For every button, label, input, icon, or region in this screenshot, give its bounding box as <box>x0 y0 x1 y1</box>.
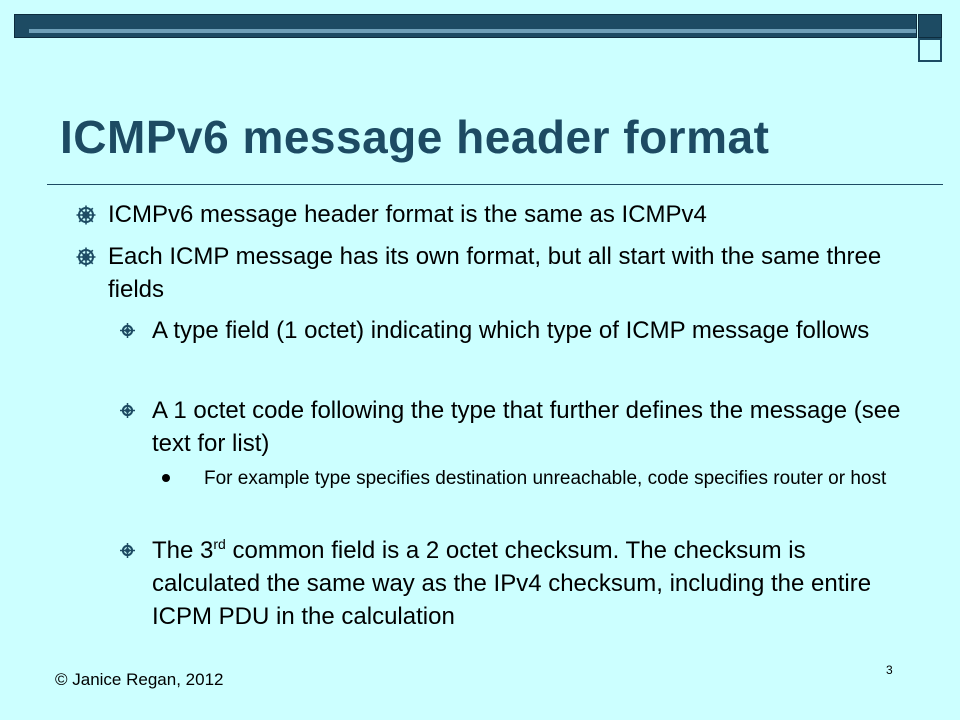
top-bar-stripe <box>29 29 916 33</box>
bullet-text-part: The 3 <box>152 537 214 564</box>
bullet-item <box>108 240 908 306</box>
bullet-item <box>152 394 902 460</box>
decorative-corner-box <box>918 14 942 38</box>
bullet-text <box>152 537 871 630</box>
wheel-icon <box>120 403 135 418</box>
bullet-item <box>108 198 908 231</box>
decorative-top-bar <box>14 14 917 38</box>
bullet-item <box>204 466 904 491</box>
superscript: rd <box>213 536 226 552</box>
wheel-icon <box>120 323 135 338</box>
decorative-corner-box-outline <box>918 38 942 62</box>
wheel-icon <box>120 543 135 558</box>
bullet-text: A 1 octet code following the type that further defines the message (see text for list) <box>152 397 901 457</box>
dot-icon <box>162 474 170 482</box>
wheel-icon <box>76 247 96 267</box>
page-number: 3 <box>886 663 893 677</box>
wheel-icon <box>76 205 96 225</box>
title-underline <box>47 184 943 185</box>
bullet-item <box>152 314 902 347</box>
bullet-text-part: common field is a 2 octet checksum. The checksum is calculated the same way as the IPv4 checksum, including the entire ICPM PDU in the calculation <box>152 537 872 630</box>
bullet-item <box>152 534 902 633</box>
slide-title: ICMPv6 message header format <box>60 111 770 163</box>
bullet-text: For example type specifies destination unreachable, code specifies router or host <box>204 468 887 489</box>
footer-copyright: © Janice Regan, 2012 <box>55 670 224 689</box>
bullet-text: ICMPv6 message header format is the same as ICMPv4 <box>108 201 707 228</box>
bullet-text: A type field (1 octet) indicating which type of ICMP message follows <box>152 317 870 344</box>
bullet-text: Each ICMP message has its own format, but all start with the same three fields <box>108 243 882 303</box>
